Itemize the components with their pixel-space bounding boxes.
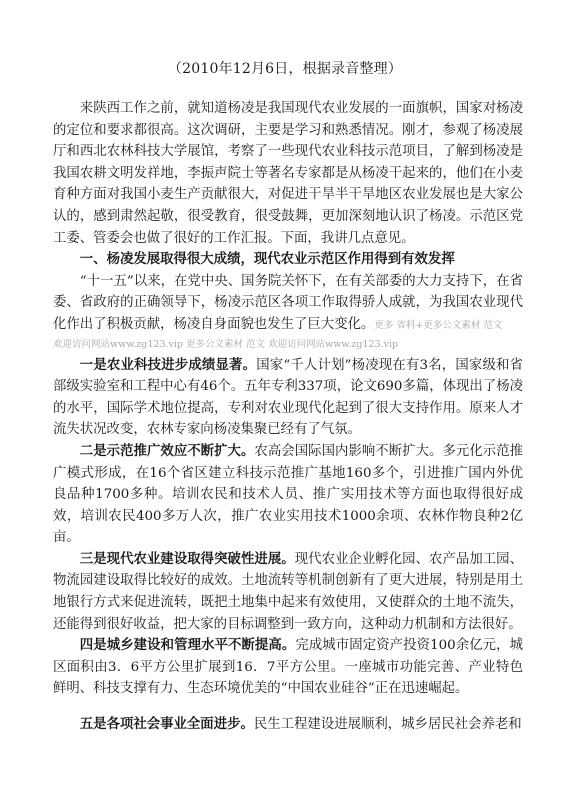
paragraph-gap [53, 700, 523, 714]
point3-body: 现代农业企业孵化园、农产品加工园、物流园建设取得比较好的成效。土地流转等机制创新有了更大进展，特别是用土地银行方式来促进流转，既把土地集中起来有效使用，又使群众的土地不流失，还能得到很好收益，把大家的目标调整到一致方向，这种动力机制和方法很好。 [53, 551, 523, 632]
point5-paragraph [53, 714, 523, 736]
point1-lead: 一是农业科技进步成绩显著。 [79, 356, 257, 373]
section1-text: “十一五”以来，在党中央、国务院关怀下，在有关部委的大力支持下，在省委、省政府的正确领导下，杨凌示范区各项工作取得骄人成就，为我国农业现代化作出了积极贡献，杨凌自身面貌也发生了巨大变化。 [53, 273, 523, 332]
point3-paragraph [53, 549, 523, 635]
intro-paragraph: 来陕西工作之前，就知道杨凌是我国现代农业发展的一面旗帜，国家对杨凌的定位和要求都很高。这次调研，主要是学习和熟悉情况。刚才，参观了杨凌展厅和西北农林科技大学展馆，考察了一些现代农业科技示范项目，了解到杨凌是我国农耕文明发祥地，李振声院士等著名专家都是从杨凌干起来的，他们在小麦育种方面对我国小麦生产贡献很大，对促进干旱半干旱地区农业发展也是大家公认的，感到肃然起敬，很受教育，很受鼓舞，更加深刻地认识了杨凌。示范区党工委、管委会也做了很好的工作汇报。下面，我讲几点意见。 [53, 101, 523, 246]
point1-paragraph [53, 355, 523, 441]
point4-paragraph [53, 635, 523, 700]
document-body [53, 98, 523, 736]
point2-body: 农高会国际国内影响不断扩大。多元化示范推广模式形成，在16个省区建立科技示范推广基地160多个，引进推广国内外优良品种1700多种。培训农民和技术人员、推广实用技术等方面也取得很好成效，培训农民400多万人次，推广农业实用技术1000余项、农林作物良种2亿亩。 [53, 443, 524, 546]
point4-body: 完成城市固定资产投资100余亿元，城区面积由3．6平方公里扩展到16．7平方公里。一座城市功能完善、产业特色鲜明、科技支撑有力、生态环境优美的“中国农业硅谷”正在迅速崛起。 [53, 638, 524, 697]
point2-paragraph [53, 441, 523, 549]
point2-lead: 二是示范推广效应不断扩大。 [79, 442, 255, 459]
date-line: （2010年12月6日，根据录音整理） [167, 61, 403, 77]
section-heading-1: 一、杨凌发展取得很大成绩，现代农业示范区作用得到有效发挥 [79, 251, 455, 268]
watermark-inline: 更多 省料+更多公文素材 范文 [374, 319, 503, 331]
section1-paragraph [53, 271, 523, 337]
point4-lead: 四是城乡建设和管理水平不断提高。 [79, 637, 296, 654]
point5-body: 民生工程建设进展顺利，城乡居民社会养老和 [253, 717, 522, 733]
point3-lead: 三是现代农业建设取得突破性进展。 [79, 550, 295, 567]
point1-body: 国家“千人计划”杨凌现在有3名，国家级和省部级实验室和工程中心有46个。五年专利337项，论文690多篇，体现出了杨凌的水平，国际学术地位提高，专利对农业现代化起到了很大支持作用。原来人才流失状况改变，农林专家向杨凌集聚已经有了气氛。 [53, 357, 524, 438]
point5-lead: 五是各项社会事业全面进步。 [79, 716, 254, 733]
watermark-line: 欢迎访问网站www.zg123.vip 更多公文素材 范文 欢迎访问网站www.zg123.vip [53, 338, 399, 350]
